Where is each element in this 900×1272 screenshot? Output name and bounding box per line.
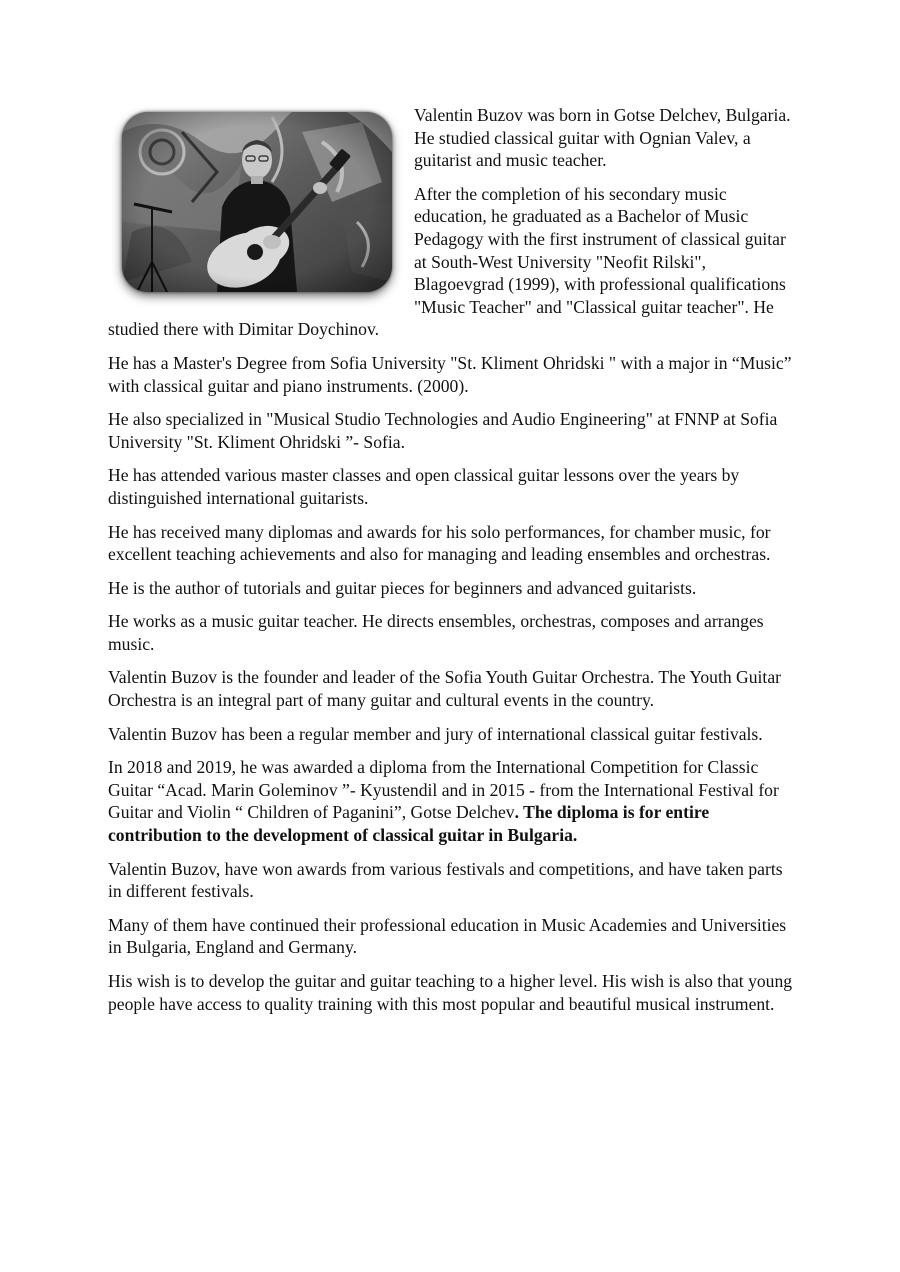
guitarist-photo-illustration: [122, 112, 392, 292]
paragraph-jury: Valentin Buzov has been a regular member and jury of international classical guitar festivals.: [108, 723, 763, 744]
paragraph-master-classes: He has attended various master classes and open classical guitar lessons over the years by distinguished international guitarists.: [108, 465, 740, 508]
paragraph-orchestra: Valentin Buzov is the founder and leader of the Sofia Youth Guitar Orchestra. The Youth Guitar Orchestra is an integral part of many guitar and cultural events in the country.: [108, 667, 781, 711]
paragraph-birthplace: Valentin Buzov was born in Gotse Delchev, Bulgaria. He studied classical guitar with Ognian Valev, a guitarist and music teacher.: [414, 105, 791, 171]
paragraph-students-education: Many of them have continued their professional education in Music Academies and Universities in Bulgaria, England and Germany.: [108, 914, 787, 958]
biography-document: [108, 104, 794, 1026]
paragraph-education: After the completion of his secondary music education, he graduated as a Bachelor of Music Pedagogy with the first instrument of classical guitar at South-West University "Neofit Rilski", Blagoevgrad (1999), with professional qualifications "Music Teacher" and "Classical guitar teacher". He studied there with Dimitar Doychinov.: [108, 183, 786, 340]
awards-text: In 2018 and 2019, he was awarded a diploma from the International Competition for Classic Guitar “Acad. Marin Goleminov ”- Kyustendil and in 2015 - from the International Festival for Guitar and Violin “ Children of Paganini”, Gotse Delchev: [108, 757, 779, 823]
paragraph-diplomas: He has received many diplomas and awards for his solo performances, for chamber music, for excellent teaching achievements and also for managing and leading ensembles and orchestras.: [108, 521, 771, 565]
paragraph-masters: He has a Master's Degree from Sofia University "St. Kliment Ohridski " with a major in “Music” with classical guitar and piano instruments. (2000).: [108, 352, 792, 396]
paragraph-tutorials: He is the author of tutorials and guitar pieces for beginners and advanced guitarists.: [108, 577, 697, 598]
paragraph-specialization: He also specialized in "Musical Studio Technologies and Audio Engineering" at FNNP at Sofia University "St. Kliment Ohridski ”- Sofia.: [108, 409, 778, 452]
paragraph-awards: [108, 756, 794, 846]
paragraph-work: He works as a music guitar teacher. He directs ensembles, orchestras, composes and arranges music.: [108, 611, 764, 654]
awards-bold-text: . The diploma is for entire contribution to the development of classical guitar in Bulgaria.: [108, 802, 710, 846]
paragraph-wish: His wish is to develop the guitar and guitar teaching to a higher level. His wish is also that young people have access to quality training with this most popular and beautiful musical instrument.: [108, 971, 793, 1014]
guitarist-photo: [122, 112, 392, 292]
paragraph-students-awards: Valentin Buzov, have won awards from various festivals and competitions, and have taken parts in different festivals.: [108, 858, 783, 902]
